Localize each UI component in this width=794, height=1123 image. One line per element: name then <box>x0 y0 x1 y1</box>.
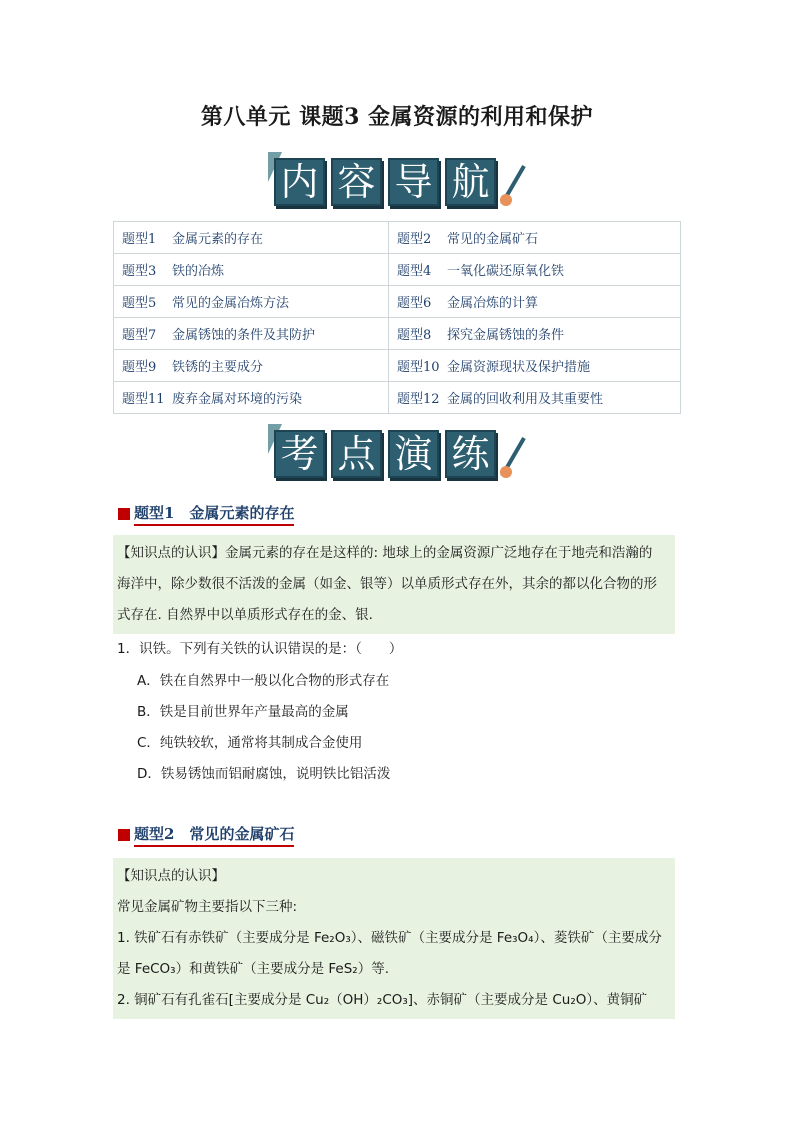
toc-item-number: 题型1 <box>122 232 157 247</box>
banner-char: 导 <box>388 158 439 206</box>
toc-item-label: 探究金属锈蚀的条件 <box>446 328 564 343</box>
banner-char: 容 <box>331 158 382 206</box>
toc-item-number: 题型12 <box>396 392 440 407</box>
toc-item[interactable] <box>114 222 389 254</box>
knowledge-line: 常见金属矿物主要指以下三种: <box>117 899 298 915</box>
toc-row <box>114 318 681 350</box>
toc-row <box>114 382 681 414</box>
answer-option: D．铁易锈蚀而铝耐腐蚀，说明铁比铝活泼 <box>137 766 391 782</box>
toc-item-number: 题型11 <box>122 392 165 407</box>
toc-item[interactable] <box>388 222 680 254</box>
banner-char: 点 <box>331 430 382 478</box>
toc-item[interactable] <box>114 254 389 286</box>
toc-item[interactable] <box>114 382 389 414</box>
knowledge-line: 是 FeCO₃）和黄铁矿（主要成分是 FeS₂）等. <box>117 961 389 977</box>
toc-table <box>113 221 681 414</box>
banner-char: 练 <box>445 430 496 478</box>
knowledge-line: 【知识点的认识】金属元素的存在是这样的: 地球上的金属资源广泛地存在于地壳和浩瀚的 <box>117 545 653 561</box>
toc-item-number: 题型2 <box>396 232 432 247</box>
toc-row <box>114 286 681 318</box>
toc-item[interactable] <box>388 382 680 414</box>
toc-item[interactable] <box>388 286 680 318</box>
toc-row <box>114 222 681 254</box>
knowledge-line: 1. 铁矿石有赤铁矿（主要成分是 Fe₂O₃）、磁铁矿（主要成分是 Fe₃O₄）、菱铁矿（主要成分 <box>117 930 662 946</box>
knowledge-box <box>113 535 675 634</box>
toc-item-number: 题型8 <box>396 328 432 343</box>
answer-option: C．纯铁较软，通常将其制成合金使用 <box>137 735 363 751</box>
practice-banner <box>268 424 528 484</box>
square-bullet-icon <box>118 829 130 841</box>
knowledge-line: 【知识点的认识】 <box>117 868 225 884</box>
square-bullet-icon <box>118 508 130 520</box>
toc-item-label: 金属锈蚀的条件及其防护 <box>172 328 316 343</box>
toc-item-label: 铁锈的主要成分 <box>172 360 264 375</box>
banner-char: 内 <box>274 158 325 206</box>
pencil-icon <box>498 160 528 208</box>
toc-item-label: 金属的回收利用及其重要性 <box>446 392 603 407</box>
toc-item-number: 题型6 <box>396 296 432 311</box>
toc-item-label: 废弃金属对环境的污染 <box>172 392 303 407</box>
toc-item-number: 题型7 <box>122 328 157 343</box>
banner-char: 航 <box>445 158 496 206</box>
banner-char: 演 <box>388 430 439 478</box>
knowledge-box <box>113 858 675 1019</box>
toc-item-label: 常见的金属矿石 <box>446 232 538 247</box>
toc-item-label: 金属资源现状及保护措施 <box>446 360 590 375</box>
section-heading: 题型2 常见的金属矿石 <box>118 823 294 847</box>
toc-item-label: 一氧化碳还原氧化铁 <box>446 264 564 279</box>
knowledge-line: 式存在. 自然界中以单质形式存在的金、银. <box>117 607 373 623</box>
toc-item-number: 题型4 <box>396 264 432 279</box>
toc-item-number: 题型3 <box>122 264 157 279</box>
question-text: 1．识铁。下列有关铁的认识错误的是：（ ） <box>117 641 403 657</box>
toc-item-number: 题型9 <box>122 360 157 375</box>
toc-row <box>114 350 681 382</box>
content-nav-banner <box>268 152 528 212</box>
knowledge-line: 2. 铜矿石有孔雀石[主要成分是 Cu₂（OH）₂CO₃]、赤铜矿（主要成分是 Cu₂O）、黄铜矿 <box>117 992 648 1008</box>
toc-item[interactable] <box>388 318 680 350</box>
toc-item[interactable] <box>114 318 389 350</box>
toc-item-label: 金属冶炼的计算 <box>446 296 538 311</box>
toc-item[interactable] <box>388 254 680 286</box>
pencil-icon <box>498 432 528 480</box>
toc-item-label: 常见的金属冶炼方法 <box>172 296 290 311</box>
toc-item-number: 题型10 <box>396 360 440 375</box>
section-heading: 题型1 金属元素的存在 <box>118 502 294 526</box>
toc-item-label: 金属元素的存在 <box>172 232 264 247</box>
banner-char: 考 <box>274 430 325 478</box>
toc-item[interactable] <box>388 350 680 382</box>
toc-item-number: 题型5 <box>122 296 157 311</box>
answer-option: B．铁是目前世界年产量最高的金属 <box>137 704 349 720</box>
page-title: 第八单元 课题3 金属资源的利用和保护 <box>200 104 594 130</box>
toc-item[interactable] <box>114 286 389 318</box>
knowledge-line: 海洋中，除少数很不活泼的金属（如金、银等）以单质形式存在外，其余的都以化合物的形 <box>117 576 657 592</box>
toc-item-label: 铁的冶炼 <box>172 264 225 279</box>
toc-row <box>114 254 681 286</box>
toc-item[interactable] <box>114 350 389 382</box>
answer-option: A．铁在自然界中一般以化合物的形式存在 <box>137 673 390 689</box>
